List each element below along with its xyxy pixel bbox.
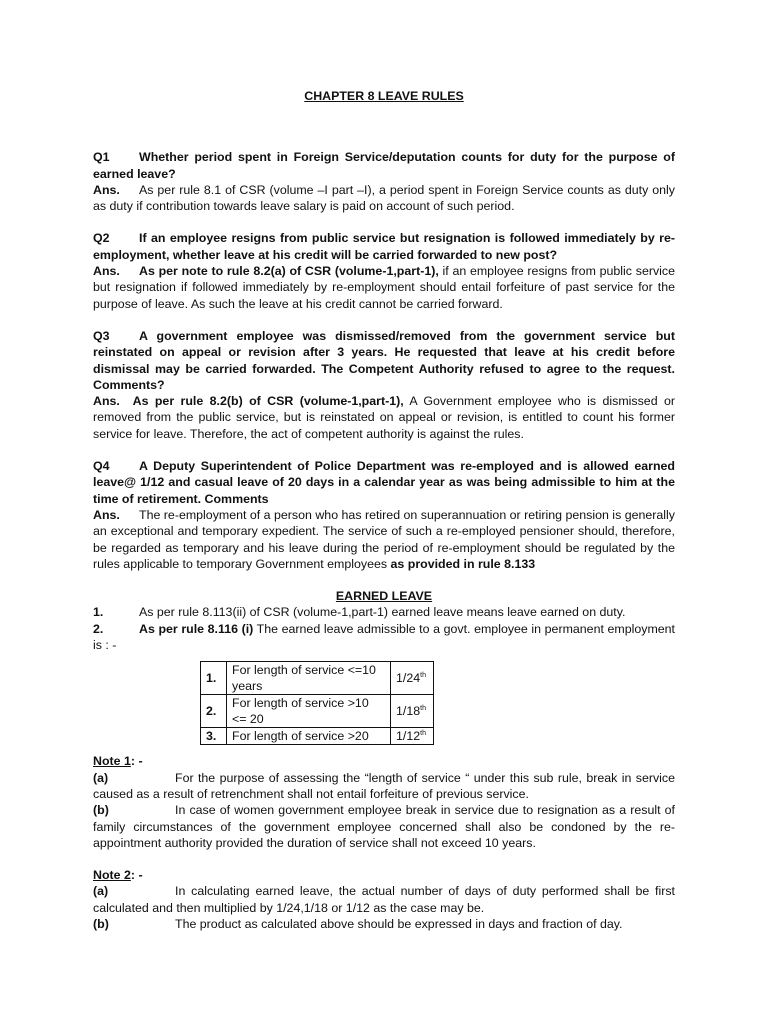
- question-3: [93, 328, 675, 393]
- earned-leave-heading: EARNED LEAVE: [335, 589, 433, 604]
- answer-label: Ans.: [93, 394, 120, 409]
- note-1-a: [93, 770, 675, 803]
- question-1: [93, 149, 675, 182]
- page-title: CHAPTER 8 LEAVE RULES: [304, 89, 464, 103]
- row-fraction: [391, 728, 434, 745]
- fraction-suffix: th: [420, 705, 426, 713]
- note-2-heading: [93, 867, 675, 883]
- fraction-suffix: th: [420, 672, 426, 680]
- row-fraction: [391, 695, 434, 728]
- question-text: A Deputy Superintendent of Police Department was re-employed and is allowed earned leave@ 1/12 and casual leave of 20 days in a calendar year as was being admissible to him at the time of retirement. Comments: [93, 459, 675, 506]
- note-title: Note 1: [93, 754, 131, 769]
- answer-label: Ans.: [93, 507, 120, 522]
- fraction-value: 1/18: [396, 704, 421, 719]
- fraction-value: 1/24: [396, 671, 421, 686]
- answer-reference: As per rule 8.2(b) of CSR (volume-1,part-1),: [132, 394, 404, 409]
- earned-leave-table: [200, 661, 434, 745]
- question-number: Q2: [93, 231, 110, 246]
- note-suffix: : -: [130, 868, 143, 883]
- question-text: Whether period spent in Foreign Service/deputation counts for duty for the purpose of earned leave?: [93, 150, 675, 181]
- row-fraction: [391, 662, 434, 695]
- note-suffix: : -: [130, 754, 143, 769]
- question-text: A government employee was dismissed/removed from the government service but reinstated on appeal or revision after 3 years. He requested that leave at his credit before dismissal may be carried forwarded. The Competent Authority refused to agree to the request. Comments?: [93, 328, 675, 392]
- answer-reference: as provided in rule 8.133: [390, 556, 536, 571]
- row-description: For length of service >20: [227, 728, 391, 745]
- fraction-value: 1/12: [396, 729, 421, 744]
- item-reference: As per rule 8.116 (i): [139, 621, 254, 636]
- table-row: [201, 662, 434, 695]
- note-1-b: [93, 802, 675, 851]
- row-number: 1.: [201, 662, 227, 695]
- answer-text: if an employee resigns from public service but resignation if followed immediately by re-employment should entail forfeiture of past service for the purpose of leave. As such the leave at his credit cannot be carried forward.: [93, 264, 675, 311]
- answer-reference: As per note to rule 8.2(a) of CSR (volume-1,part-1),: [139, 264, 439, 279]
- note-2-b: [93, 916, 675, 932]
- table-row: [201, 728, 434, 745]
- row-description: For length of service <=10 years: [227, 662, 391, 695]
- answer-label: Ans.: [93, 264, 120, 279]
- row-number: 2.: [201, 695, 227, 728]
- answer-3: [93, 393, 675, 442]
- question-text: If an employee resigns from public service but resignation is followed immediately by re-employment, whether leave at his credit will be carried forwarded to new post?: [93, 231, 675, 262]
- sub-text: In calculating earned leave, the actual number of days of duty performed shall be first calculated and then multiplied by 1/24,1/18 or 1/12 as the case may be.: [93, 884, 675, 915]
- question-number: Q3: [93, 328, 110, 343]
- row-number: 3.: [201, 728, 227, 745]
- sub-label: (a): [93, 770, 109, 785]
- item-text: The earned leave admissible to a govt. employee in permanent employment is : -: [93, 621, 675, 653]
- question-number: Q1: [93, 150, 110, 165]
- fraction-suffix: th: [420, 730, 426, 738]
- earned-leave-item-2: [93, 621, 675, 654]
- document-page: [93, 88, 675, 932]
- item-number: 1.: [93, 605, 104, 620]
- note-1-heading: [93, 753, 675, 769]
- item-text: As per rule 8.113(ii) of CSR (volume-1,part-1) earned leave means leave earned on duty.: [139, 605, 626, 620]
- question-2: [93, 230, 675, 263]
- answer-text: As per rule 8.1 of CSR (volume –I part –I), a period spent in Foreign Service counts as duty only as duty if contribution towards leave salary is paid on account of such period.: [93, 182, 675, 214]
- answer-2: [93, 263, 675, 312]
- answer-text: The re-employment of a person who has retired on superannuation or retiring pension is generally an exceptional and temporary expedient. The service of such a re-employed pensioner should, therefore, be regarded as temporary and his leave during the period of re-employment should be regulated by the rules applicable to temporary Government employees: [93, 507, 675, 571]
- note-2-a: [93, 883, 675, 916]
- item-number: 2.: [93, 621, 104, 636]
- sub-label: (b): [93, 916, 109, 931]
- table-row: [201, 695, 434, 728]
- sub-label: (b): [93, 803, 109, 818]
- earned-leave-item-1: [93, 604, 675, 620]
- answer-label: Ans.: [93, 182, 120, 197]
- answer-1: [93, 182, 675, 215]
- sub-label: (a): [93, 884, 109, 899]
- note-title: Note 2: [93, 868, 131, 883]
- row-description: For length of service >10 <= 20: [227, 695, 391, 728]
- answer-text: A Government employee who is dismissed or removed from the public service, but is reinstated on appeal or revision, is entitled to count his former service for leave. Therefore, the act of competent authority is against the rules.: [93, 394, 675, 441]
- sub-text: In case of women government employee break in service due to resignation as a result of family circumstances of the government employee concerned shall also be condoned by the re-appointment authority provided the duration of service shall not exceed 10 years.: [93, 803, 675, 850]
- question-4: [93, 458, 675, 507]
- answer-4: [93, 507, 675, 572]
- question-number: Q4: [93, 459, 110, 474]
- sub-text: For the purpose of assessing the “length of service “ under this sub rule, break in service caused as a result of retrenchment shall not entail forfeiture of previous service.: [93, 770, 675, 801]
- sub-text: The product as calculated above should be expressed in days and fraction of day.: [175, 916, 623, 931]
